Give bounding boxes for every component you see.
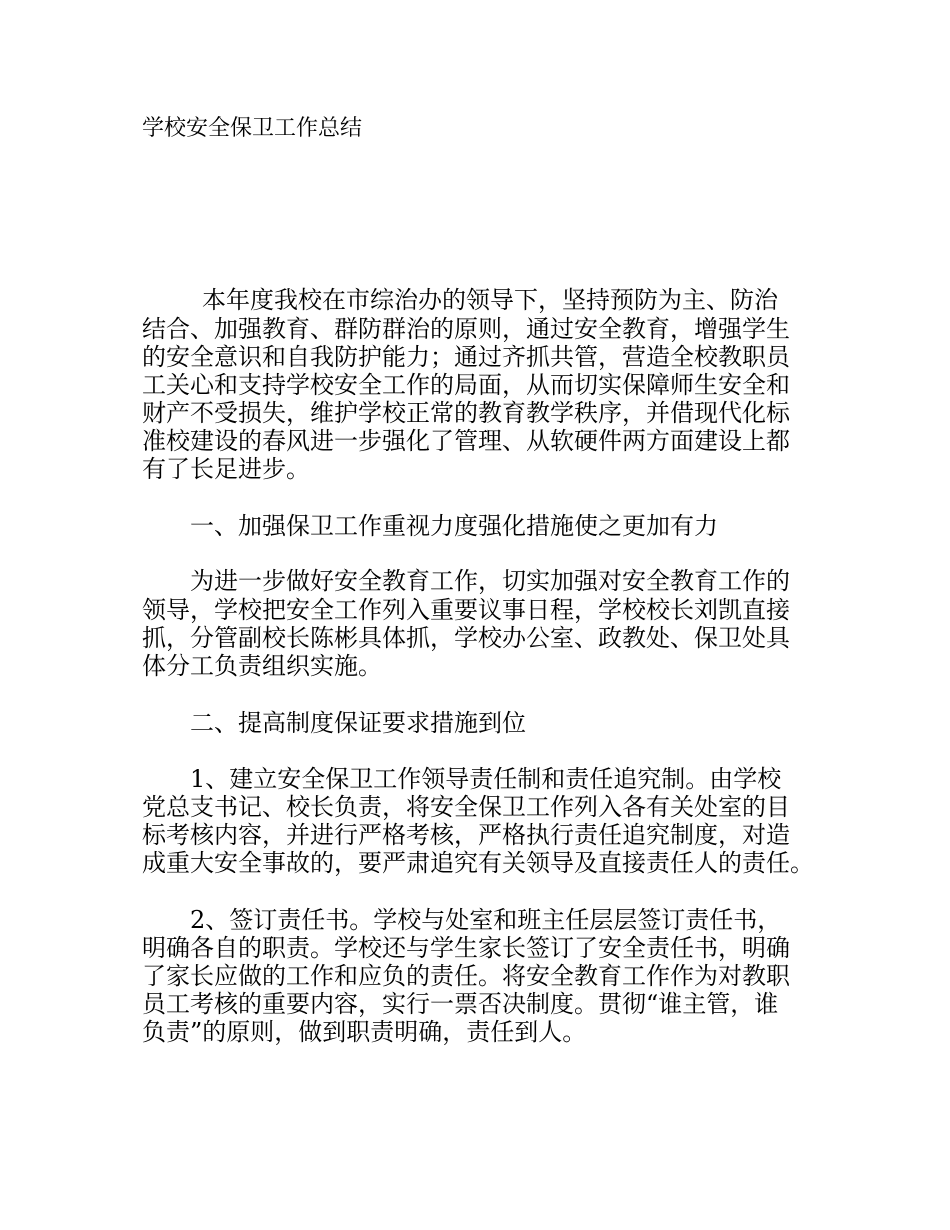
paragraph-line: 的安全意识和自我防护能力；通过齐抓共管，营造全校教职员 xyxy=(142,343,790,371)
paragraph-line: 1、建立安全保卫工作领导责任制和责任追究制。由学校 xyxy=(190,765,782,793)
paragraph-line: 体分工负责组织实施。 xyxy=(142,652,382,680)
paragraph-line: 为进一步做好安全教育工作，切实加强对安全教育工作的 xyxy=(190,567,790,595)
paragraph-line: 结合、加强教育、群防群治的原则，通过安全教育，增强学生 xyxy=(142,315,790,343)
paragraph-line: 抓，分管副校长陈彬具体抓，学校办公室、政教处、保卫处具 xyxy=(142,624,790,652)
paragraph-line: 有了长足进步。 xyxy=(142,455,310,483)
paragraph-line: 准校建设的春风进一步强化了管理、从软硬件两方面建设上都 xyxy=(142,427,790,455)
paragraph-line: 本年度我校在市综治办的领导下，坚持预防为主、防治 xyxy=(202,286,778,314)
paragraph-line: 工关心和支持学校安全工作的局面，从而切实保障师生安全和 xyxy=(142,371,790,399)
paragraph-line: 领导，学校把安全工作列入重要议事日程，学校校长刘凯直接 xyxy=(142,596,790,624)
paragraph-line: 标考核内容，并进行严格考核，严格执行责任追究制度，对造 xyxy=(142,821,790,849)
paragraph-line: 负责”的原则，做到职责明确，责任到人。 xyxy=(142,1018,587,1046)
paragraph-line: 财产不受损失，维护学校正常的教育教学秩序，并借现代化标 xyxy=(142,399,790,427)
paragraph-line: 明确各自的职责。学校还与学生家长签订了安全责任书，明确 xyxy=(142,934,790,962)
paragraph-line: 党总支书记、校长负责，将安全保卫工作列入各有关处室的目 xyxy=(142,793,790,821)
paragraph-line: 员工考核的重要内容，实行一票否决制度。贯彻“谁主管，谁 xyxy=(142,990,779,1018)
section-heading-1: 一、加强保卫工作重视力度强化措施使之更加有力 xyxy=(190,512,718,540)
document-title: 学校安全保卫工作总结 xyxy=(142,116,363,141)
paragraph-line: 2、签订责任书。学校与处室和班主任层层签订责任书， xyxy=(190,906,782,934)
paragraph-line: 成重大安全事故的，要严肃追究有关领导及直接责任人的责任。 xyxy=(142,849,814,877)
paragraph-line: 了家长应做的工作和应负的责任。将安全教育工作作为对教职 xyxy=(142,962,790,990)
section-heading-2: 二、提高制度保证要求措施到位 xyxy=(190,709,526,737)
